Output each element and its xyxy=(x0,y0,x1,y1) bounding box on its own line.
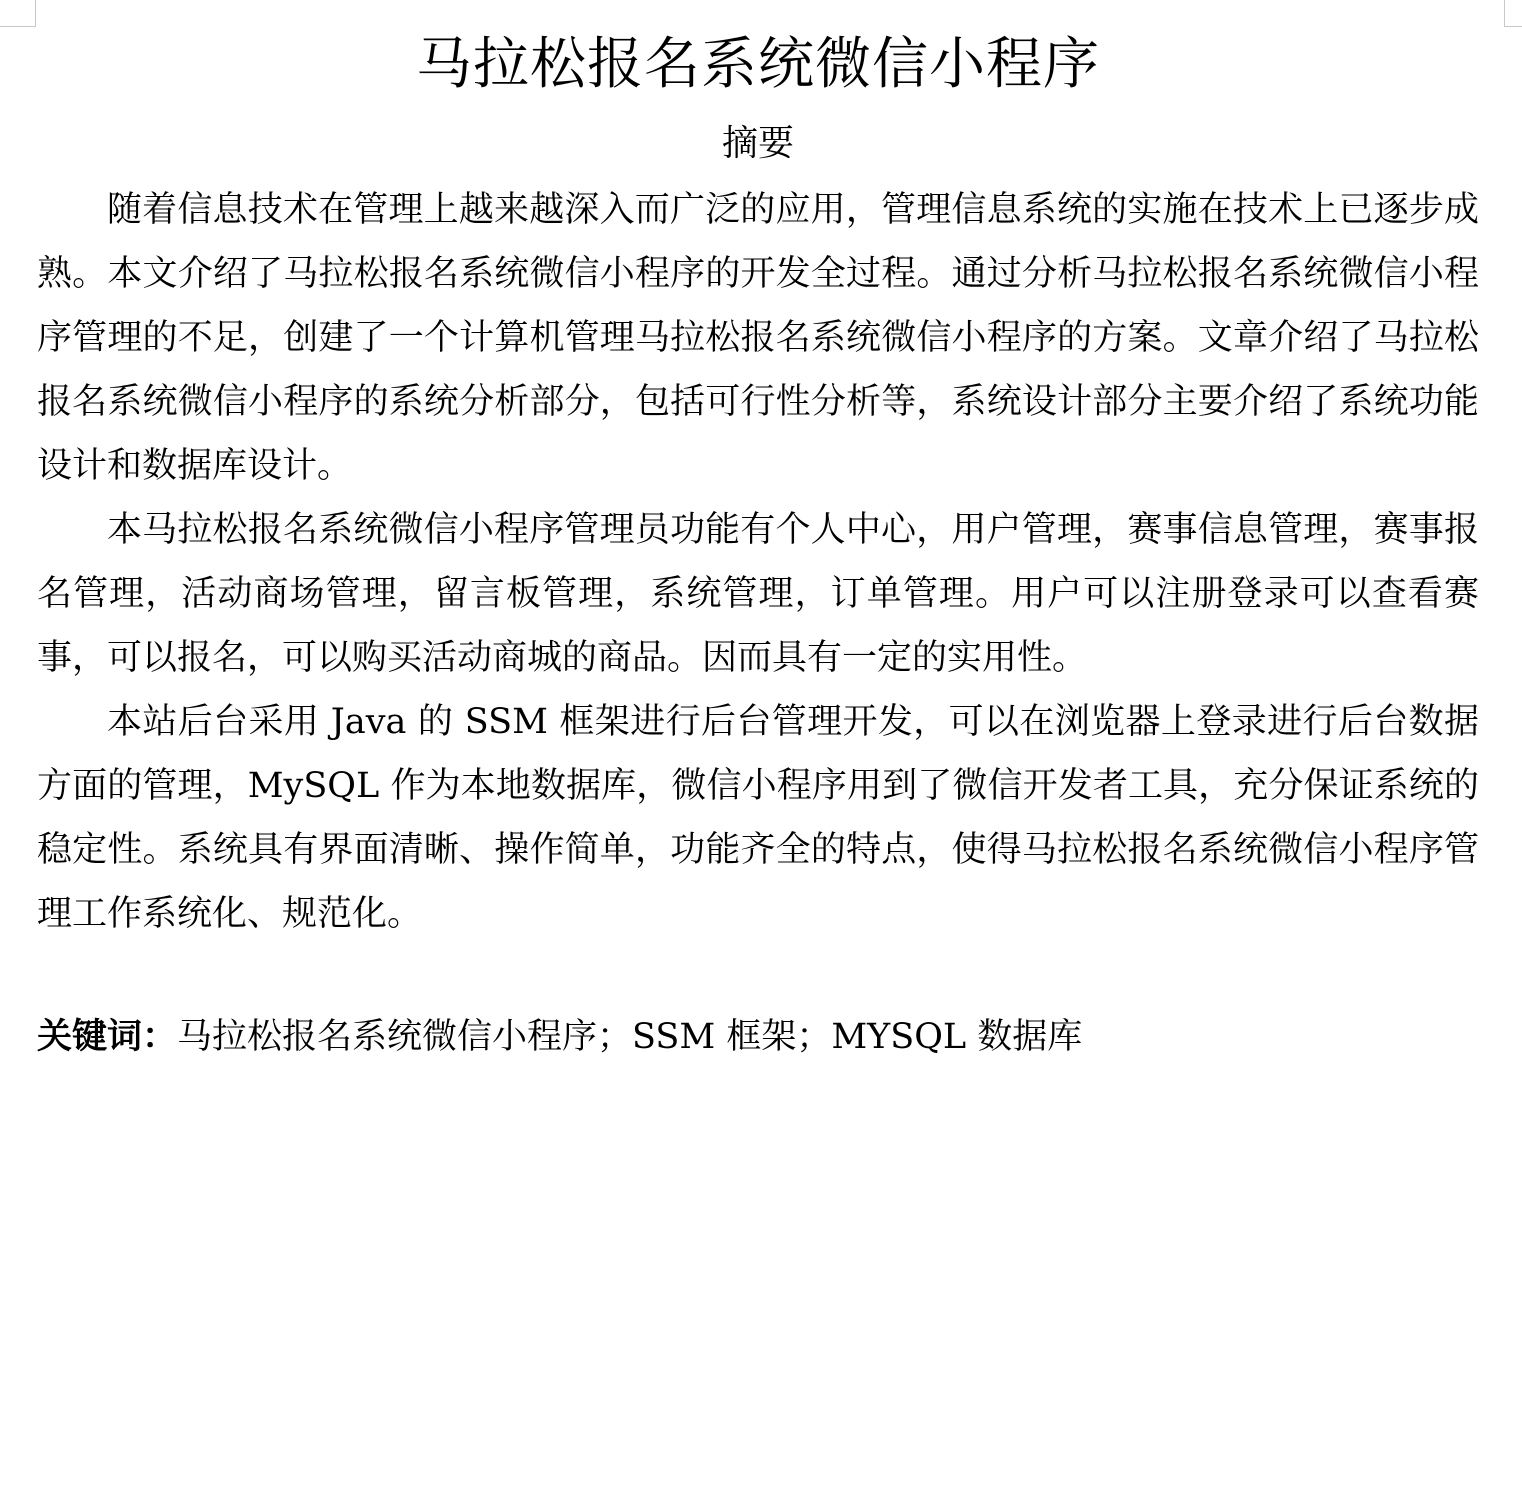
abstract-body xyxy=(37,178,1479,946)
abstract-paragraph-2: 本马拉松报名系统微信小程序管理员功能有个人中心，用户管理，赛事信息管理，赛事报名管理，活动商场管理，留言板管理，系统管理，订单管理。用户可以注册登录可以查看赛事，可以报名，可以购买活动商城的商品。因而具有一定的实用性。 xyxy=(37,510,1479,678)
keywords-line xyxy=(37,1005,1479,1069)
abstract-heading: 摘要 xyxy=(721,123,794,164)
abstract-paragraph-1: 随着信息技术在管理上越来越深入而广泛的应用，管理信息系统的实施在技术上已逐步成熟。本文介绍了马拉松报名系统微信小程序的开发全过程。通过分析马拉松报名系统微信小程序管理的不足，创建了一个计算机管理马拉松报名系统微信小程序的方案。文章介绍了马拉松报名系统微信小程序的系统分析部分，包括可行性分析等，系统设计部分主要介绍了系统功能设计和数据库设计。 xyxy=(37,190,1479,486)
page-corner-mark-right xyxy=(1504,0,1522,27)
keywords-label: 关键词： xyxy=(37,1017,178,1057)
keywords-text: 马拉松报名系统微信小程序；SSM 框架；MYSQL 数据库 xyxy=(177,1017,1083,1057)
page-corner-mark-left xyxy=(0,0,36,27)
document-title: 马拉松报名系统微信小程序 xyxy=(416,32,1100,97)
abstract-paragraph-3: 本站后台采用 Java 的 SSM 框架进行后台管理开发，可以在浏览器上登录进行后台数据方面的管理，MySQL 作为本地数据库，微信小程序用到了微信开发者工具，充分保证系统的稳定性。系统具有界面清晰、操作简单，功能齐全的特点，使得马拉松报名系统微信小程序管理工作系统化、规范化。 xyxy=(37,702,1479,934)
